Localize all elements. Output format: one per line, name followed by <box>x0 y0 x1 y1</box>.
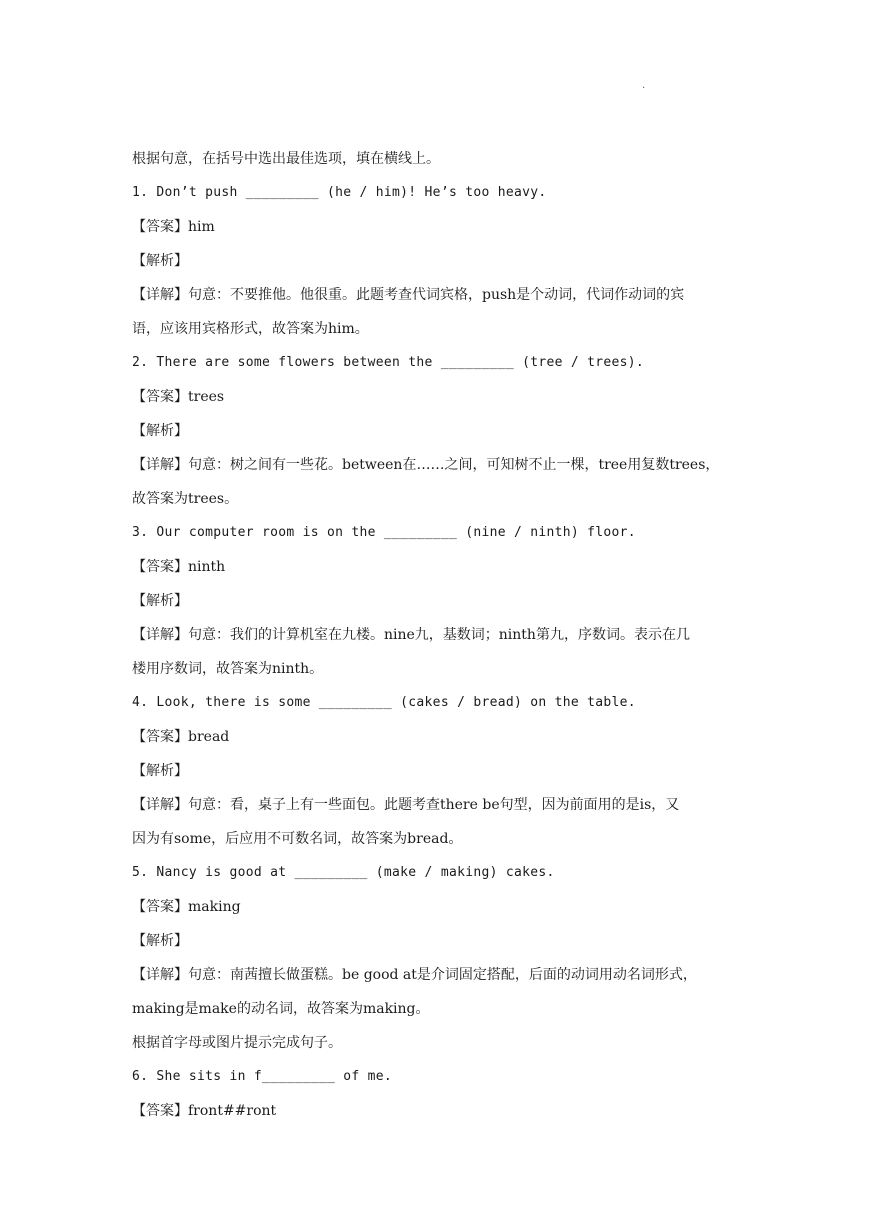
detail-2-line-1: 【详解】句意：树之间有一些花。between在……之间，可知树不止一棵，tree用复数trees， <box>132 457 720 473</box>
analysis-label-2: 【解析】 <box>132 423 188 439</box>
detail-3-line-1: 【详解】句意：我们的计算机室在九楼。nine九，基数词；ninth第九，序数词。表示在几 <box>132 627 690 643</box>
document-body <box>132 142 742 1128</box>
answer-6: 【答案】front##ront <box>132 1103 277 1119</box>
analysis-label-4: 【解析】 <box>132 763 188 779</box>
analysis-label-1: 【解析】 <box>132 253 188 269</box>
detail-2-line-2: 故答案为trees。 <box>132 491 239 507</box>
question-3: 3. Our computer room is on the _________ (nine / ninth) floor. <box>132 525 636 540</box>
answer-3: 【答案】ninth <box>132 559 226 575</box>
detail-5-line-1: 【详解】句意：南茜擅长做蛋糕。be good at是介词固定搭配，后面的动词用动名词形式， <box>132 967 697 983</box>
instruction-text: 根据句意，在括号中选出最佳选项，填在横线上。 <box>132 151 440 167</box>
analysis-label-3: 【解析】 <box>132 593 188 609</box>
instruction-text-2: 根据首字母或图片提示完成句子。 <box>132 1035 342 1051</box>
question-4: 4. Look, there is some _________ (cakes / bread) on the table. <box>132 695 636 710</box>
analysis-label-5: 【解析】 <box>132 933 188 949</box>
detail-1-line-2: 语，应该用宾格形式，故答案为him。 <box>132 321 369 337</box>
question-6: 6. She sits in f_________ of me. <box>132 1069 393 1084</box>
detail-1-line-1: 【详解】句意：不要推他。他很重。此题考查代词宾格，push是个动词，代词作动词的宾 <box>132 287 685 303</box>
detail-4-line-1: 【详解】句意：看，桌子上有一些面包。此题考查there be句型，因为前面用的是is，又 <box>132 797 680 813</box>
detail-4-line-2: 因为有some，后应用不可数名词，故答案为bread。 <box>132 831 463 847</box>
answer-1: 【答案】him <box>132 219 215 235</box>
question-2: 2. There are some flowers between the _________ (tree / trees). <box>132 355 644 370</box>
detail-3-line-2: 楼用序数词，故答案为ninth。 <box>132 661 324 677</box>
answer-2: 【答案】trees <box>132 389 225 405</box>
question-5: 5. Nancy is good at _________ (make / making) cakes. <box>132 865 555 880</box>
header-mark: . <box>642 80 646 91</box>
detail-5-line-2: making是make的动名词，故答案为making。 <box>132 1001 430 1017</box>
answer-5: 【答案】making <box>132 899 241 915</box>
question-1: 1. Don’t push _________ (he / him)! He’s too heavy. <box>132 185 547 200</box>
answer-4: 【答案】bread <box>132 729 230 745</box>
